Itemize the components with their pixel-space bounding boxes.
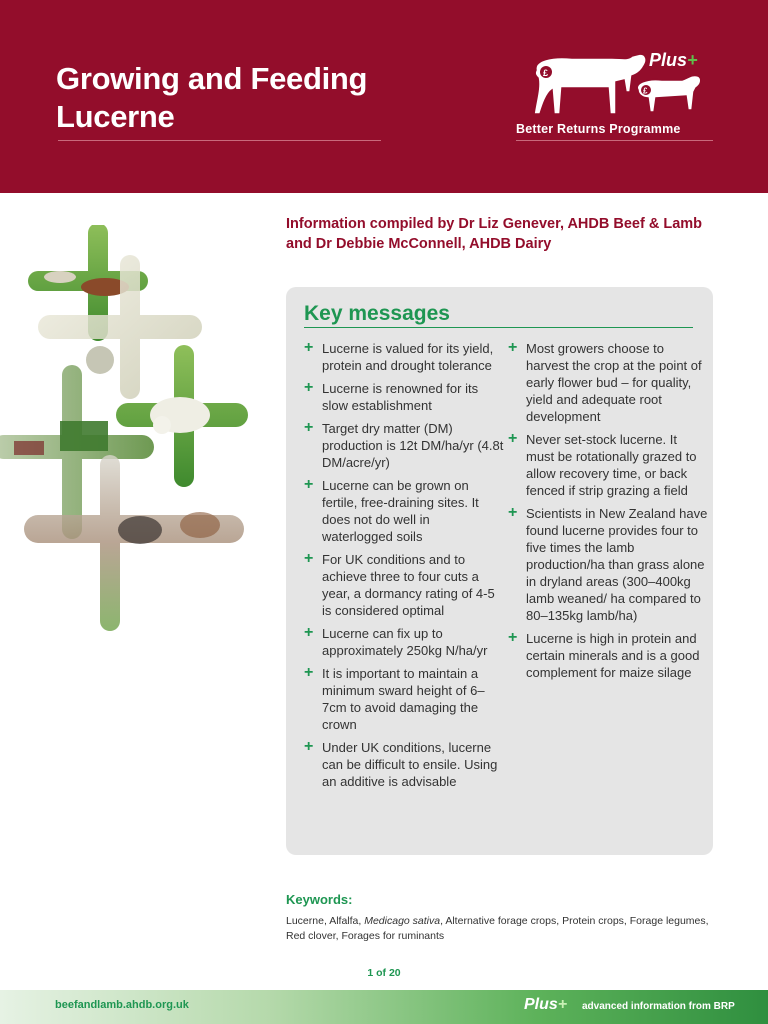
footer-bar	[0, 990, 768, 1024]
plus-bullet-icon: +	[304, 339, 314, 356]
plus-bullet-icon: +	[304, 738, 314, 755]
keywords-list	[286, 914, 716, 944]
title-line-2: Lucerne	[56, 99, 175, 134]
key-message-text: Most growers choose to harvest the crop at the point of early flower bud – for quality, yield and adequate root development	[526, 341, 702, 424]
key-message-text: For UK conditions and to achieve three to four cuts a year, a dormancy rating of 4-5 is considered optimal	[322, 552, 495, 618]
key-message-item	[304, 551, 504, 619]
key-message-text: Under UK conditions, lucerne can be difficult to ensile. Using an additive is advisable	[322, 740, 498, 789]
key-messages-title: Key messages	[304, 302, 450, 325]
key-messages-right-column	[508, 340, 708, 687]
author-credit: Information compiled by Dr Liz Genever, AHDB Beef & Lamb and Dr Debbie McConnell, AHDB Dairy	[286, 216, 703, 252]
logo-divider	[516, 140, 713, 141]
page-number: 1 of 20	[367, 967, 401, 979]
plus-bullet-icon: +	[508, 339, 518, 356]
footer-tagline: advanced information from BRP	[582, 1001, 735, 1012]
key-message-item	[304, 665, 504, 733]
key-message-item	[304, 340, 504, 374]
plus-bullet-icon: +	[508, 430, 518, 447]
plus-bullet-icon: +	[304, 624, 314, 641]
key-message-text: It is important to maintain a minimum sward height of 6–7cm to avoid damaging the crown	[322, 666, 485, 732]
plus-bullet-icon: +	[304, 550, 314, 567]
key-message-text: Target dry matter (DM) production is 12t DM/ha/yr (4.8t DM/acre/yr)	[322, 421, 504, 470]
key-message-text: Lucerne is renowned for its slow establishment	[322, 381, 479, 413]
key-message-text: Lucerne is high in protein and certain minerals and is a good complement for maize silage	[526, 631, 700, 680]
footer-plus-wordmark	[524, 996, 567, 1014]
plus-bullet-icon: +	[304, 664, 314, 681]
key-message-text: Lucerne can fix up to approximately 250kg N/ha/yr	[322, 626, 488, 658]
key-message-item	[508, 431, 708, 499]
cow-currency-label: £	[543, 68, 549, 78]
programme-name: Better Returns Programme	[516, 122, 681, 136]
plus-bullet-icon: +	[508, 504, 518, 521]
key-message-text: Scientists in New Zealand have found lucerne provides four to five times the lamb production/ha than grass alone in dryland areas (300–400kg lamb weaned/ ha compared to 80–135kg lamb/ha)	[526, 506, 708, 623]
keywords-heading: Keywords:	[286, 892, 353, 907]
header-banner	[0, 0, 768, 193]
key-message-text: Lucerne can be grown on fertile, free-draining sites. It does not do well in waterlogged soils	[322, 478, 479, 544]
plus-bullet-icon: +	[304, 379, 314, 396]
plus-bullet-icon: +	[508, 629, 518, 646]
livestock-photo-collage	[0, 225, 260, 655]
key-message-item	[304, 380, 504, 414]
title-divider	[58, 140, 381, 141]
keywords-text-end: , Alternative forage crops, Protein crops, Forage legumes, Red clover, Forages for ruminants	[286, 915, 709, 942]
document-title	[56, 60, 396, 136]
key-message-item	[508, 505, 708, 624]
key-messages-divider	[304, 327, 693, 328]
keywords-text-start: Lucerne, Alfalfa,	[286, 915, 365, 927]
key-message-text: Never set-stock lucerne. It must be rotationally grazed to allow recovery time, or back fenced if strip grazing a field	[526, 432, 697, 498]
key-messages-panel	[286, 287, 713, 855]
key-message-item	[304, 477, 504, 545]
website-link[interactable]: beefandlamb.ahdb.org.uk	[55, 999, 189, 1011]
plus-shaped-photos-image	[0, 225, 260, 655]
footer-plus-label: Plus	[524, 996, 558, 1013]
sheep-currency-label: £	[643, 86, 648, 96]
plus-bullet-icon: +	[304, 419, 314, 436]
key-message-text: Lucerne is valued for its yield, protein and drought tolerance	[322, 341, 494, 373]
logo-plus-sign: +	[687, 50, 698, 70]
key-messages-left-column	[304, 340, 504, 796]
footer-plus-sign: +	[557, 996, 568, 1013]
keywords-scientific-name: Medicago sativa	[364, 915, 441, 927]
title-line-1: Growing and Feeding	[56, 61, 368, 96]
better-returns-logo	[512, 48, 722, 148]
logo-plus-wordmark	[649, 50, 698, 71]
key-message-item	[508, 630, 708, 681]
key-message-item	[304, 625, 504, 659]
key-message-item	[508, 340, 708, 425]
plus-bullet-icon: +	[304, 476, 314, 493]
key-message-item	[304, 739, 504, 790]
logo-plus-label: Plus	[649, 50, 688, 70]
key-message-item	[304, 420, 504, 471]
